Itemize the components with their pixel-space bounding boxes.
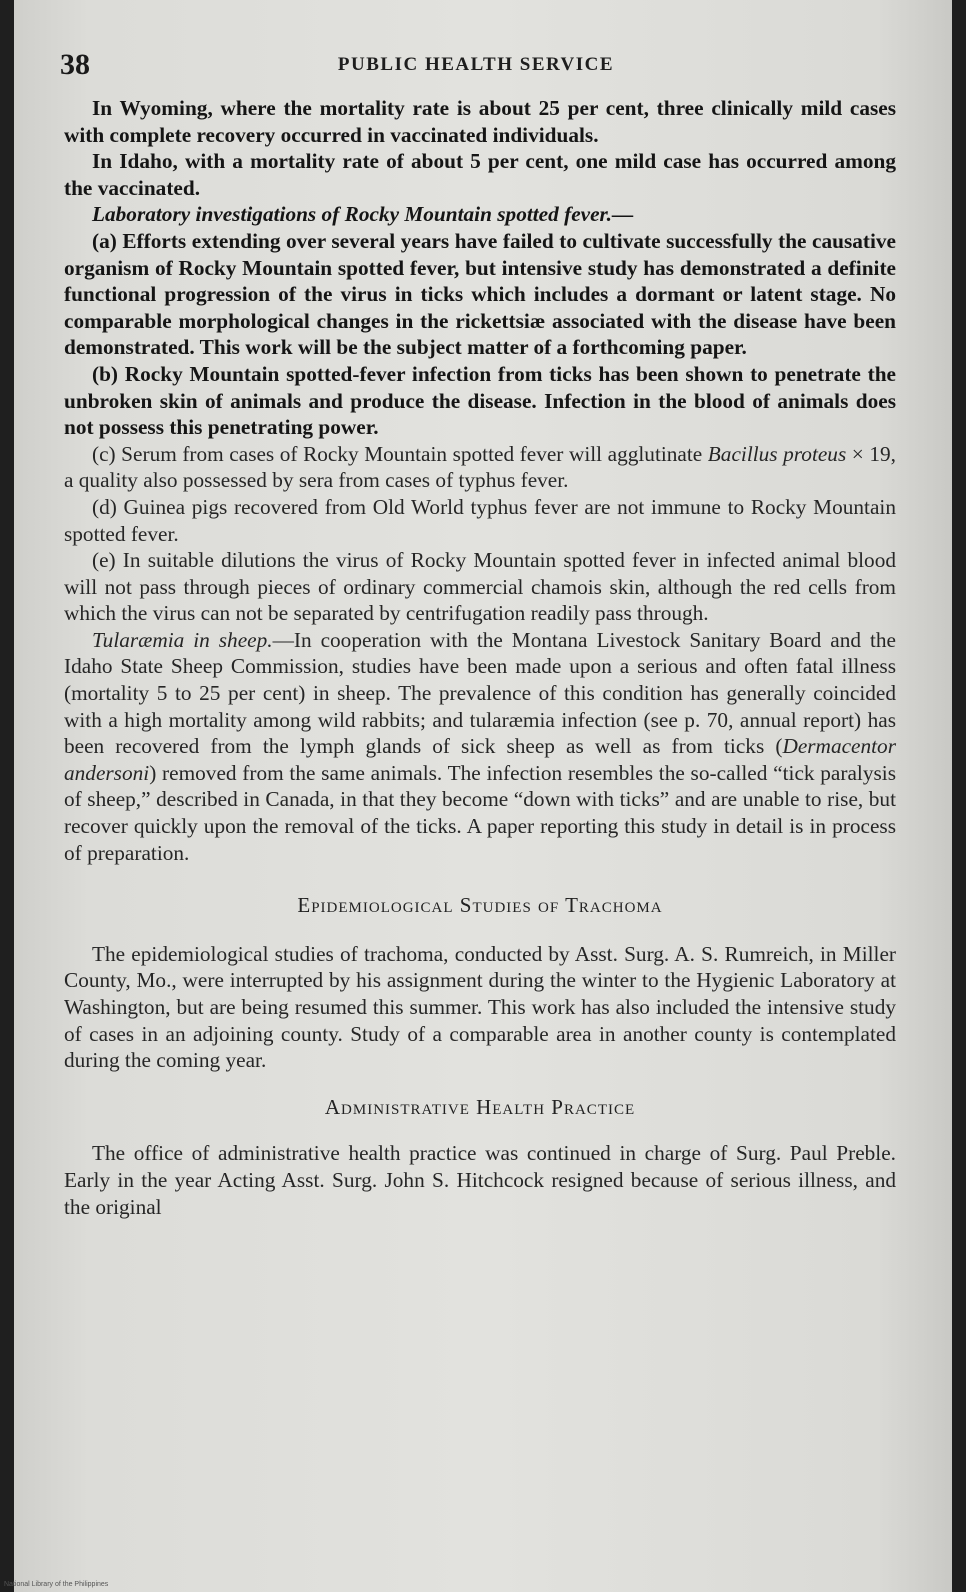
dermacentor-name: Dermacentor andersoni: [64, 734, 896, 785]
paragraph-trachoma: The epidemiological studies of trachoma, conducted by Asst. Surg. A. S. Rumreich, in Miller County, Mo., were interrupted by his assignment during the winter to the Hygienic Laboratory at Washington, but are being resumed this summer. This work has also included the intensive study of cases in an adjoining county. Study of a comparable area in another county is contemplated during the coming year.: [64, 941, 896, 1073]
tularaemia-part1: —In cooperation with the Montana Livestock Sanitary Board and the Idaho State Sheep Commission, studies have been made upon a serious and often fatal illness (mortality 5 to 25 per cent) in sheep. The prevalence of this condition has generally coincided with a high mortality among wild rabbits; and tularæmia infection (see p. 70, annual report) has been recovered from the lymph glands of sick sheep as well as from ticks (: [64, 627, 896, 759]
paragraph-c: [64, 441, 896, 494]
paragraph-b: (b) Rocky Mountain spotted-fever infection from ticks has been shown to penetrate the unbroken skin of animals and produce the disease. Infection in the blood of animals does not possess this penetrating power.: [64, 361, 896, 440]
paragraph-wyoming: In Wyoming, where the mortality rate is about 25 per cent, three clinically mild cases with complete recovery occurred in vaccinated individuals.: [64, 96, 896, 147]
bacillus-name: Bacillus proteus: [707, 441, 847, 466]
bold-section: [64, 95, 896, 441]
page-header: [60, 48, 892, 88]
tularaemia-title: Tularæmia in sheep.: [92, 627, 273, 652]
laboratory-title-text: Laboratory investigations of Rocky Mountain spotted fever.—: [92, 202, 634, 227]
tularaemia-part2: ) removed from the same animals. The infection resembles the so-called “tick paralysis of sheep,” described in Canada, in that they become “down with ticks” and are unable to rise, but recover quickly upon the removal of the ticks. A paper reporting this study in detail is in process of preparation.: [64, 760, 896, 865]
section-title-laboratory: [64, 201, 896, 228]
body-text: [64, 95, 896, 1220]
running-head: PUBLIC HEALTH SERVICE: [337, 54, 615, 75]
paragraph-c-part2: × 19, a quality also possessed by sera from cases of typhus fever.: [64, 441, 896, 493]
heading-administrative: Administrative Health Practice: [324, 1094, 636, 1119]
regular-section: [64, 441, 896, 1220]
paragraph-e: (e) In suitable dilutions the virus of Rocky Mountain spotted fever in infected animal blood will not pass through pieces of ordinary commercial chamois skin, although the red cells from which the virus can not be separated by centrifugation readily pass through.: [64, 548, 896, 626]
document-page: [14, 0, 952, 1592]
paragraph-administrative: The office of administrative health practice was continued in charge of Surg. Paul Preble. Early in the year Acting Asst. Surg. John S. Hitchcock resigned because of serious illness, and the original: [64, 1141, 896, 1219]
footer-credit: National Library of the Philippines: [4, 1581, 109, 1588]
paragraph-d: (d) Guinea pigs recovered from Old World typhus fever are not immune to Rocky Mountain spotted fever.: [64, 494, 896, 546]
page-number: 38: [60, 48, 90, 81]
paragraph-a: (a) Efforts extending over several years have failed to cultivate successfully the causative organism of Rocky Mountain spotted fever, but intensive study has demonstrated a definite functional progression of the virus in ticks which includes a dormant or latent stage. No comparable morphological changes in the rickettsiæ associated with the disease have been demonstrated. This work will be the subject matter of a forthcoming paper.: [64, 228, 896, 360]
heading-trachoma: Epidemiological Studies of Trachoma: [297, 893, 663, 918]
paragraph-idaho: In Idaho, with a mortality rate of about 5 per cent, one mild case has occurred among the vaccinated.: [64, 149, 896, 200]
paragraph-c-part1: (c) Serum from cases of Rocky Mountain spotted fever will agglutinate: [92, 441, 708, 466]
paragraph-tularaemia: [64, 627, 896, 866]
